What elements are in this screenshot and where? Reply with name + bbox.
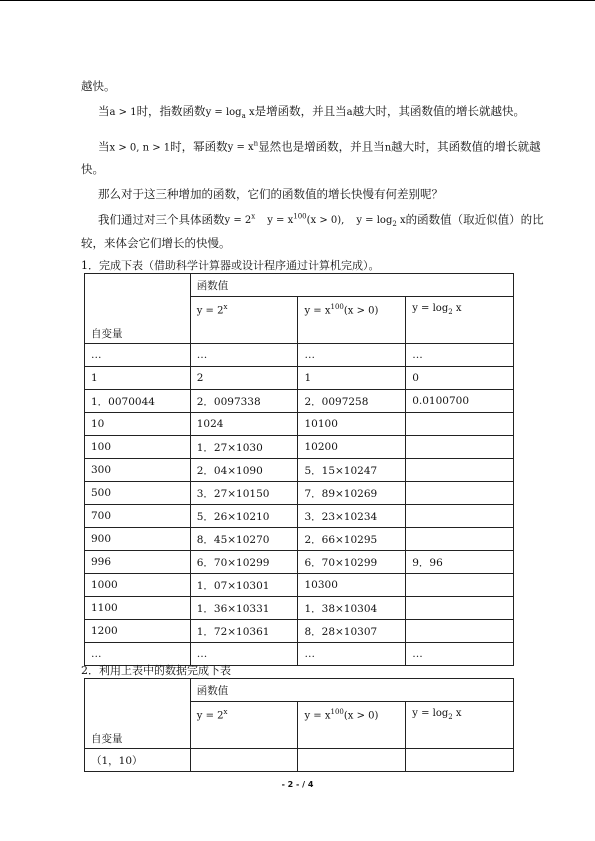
paragraph-exponential [98,104,525,123]
header-exp [190,297,298,344]
table-cell: 7．89×10269 [298,482,406,505]
header-power [298,297,406,344]
header-function-values: 函数值 [190,679,513,702]
header-power [298,702,406,749]
header-function-values: 函数值 [190,274,513,297]
table-cell: 2 [190,367,298,390]
table-cell: 10 [85,413,191,436]
table-cell: 3．27×10150 [190,482,298,505]
formula-part: y = 2 [224,215,252,227]
paragraph-functions-end: 较，来体会它们增长的快慢。 [81,236,231,250]
table-header-row [85,274,514,297]
formula-sub: a [241,112,246,120]
table-cell: 2．0097258 [298,390,406,413]
table-row [85,620,514,643]
table-row [85,528,514,551]
table-row [85,482,514,505]
formula-part: x [452,303,462,314]
table-cell: 10200 [298,436,406,459]
table-cell: 1200 [85,620,191,643]
table-cell: 9．96 [406,551,514,574]
formula-sub: 2 [392,220,397,229]
formula [356,215,406,229]
table-cell: 1000 [85,574,191,597]
formula-part: y = x [304,305,331,317]
formula-part: y = x [304,710,331,722]
text: 我们通过对三个具体函数 [98,212,225,227]
table-row [85,551,514,574]
table-cell [406,505,514,528]
formula-part: y = 2 [196,710,224,722]
table-cell [406,413,514,436]
table-cell [406,459,514,482]
table-cell: … [190,643,298,666]
table-row [85,436,514,459]
table-cell: 1024 [190,413,298,436]
table-cell: 10100 [298,413,406,436]
table-cell: 2．04×1090 [190,459,298,482]
table-cell [190,749,298,772]
table-cell: 8．28×10307 [298,620,406,643]
table-row [85,413,514,436]
text: 是增函数，并且当 [254,104,347,118]
table-cell [406,528,514,551]
table-cell: 6．70×10299 [190,551,298,574]
text: 当 [98,139,110,154]
table-cell: … [298,643,406,666]
formula: x > 0, n > 1 [109,142,171,154]
table-header-row [85,679,514,702]
text: 时，幂函数 [170,139,228,154]
table-row [85,344,514,367]
table-row [85,367,514,390]
paragraph-power-end: 快。 [81,162,104,176]
table-cell: … [85,643,191,666]
table-cell: 10300 [298,574,406,597]
table-row [85,597,514,620]
header-variable: 自变量 [85,274,191,344]
paragraph-question: 那么对于这三种增加的函数，它们的函数值的增长快慢有何差别呢？ [98,187,443,201]
table-row [85,643,514,666]
formula [267,215,344,226]
table-row [85,459,514,482]
text: 越大时，其函数值的增长就越快。 [352,104,526,118]
table-cell [406,436,514,459]
paragraph-functions [98,210,544,231]
section-2-heading: 2．利用上表中的数据完成下表 [81,664,231,677]
formula: n [384,142,392,154]
table-cell: 2．66×10295 [298,528,406,551]
table-cell: 996 [85,551,191,574]
table-cell: 3．23×10234 [298,505,406,528]
table-cell: 5．26×10210 [190,505,298,528]
table-row [85,574,514,597]
table-cell: … [85,344,191,367]
table-cell: 0 [406,367,514,390]
table-cell: 500 [85,482,191,505]
text: 的函数值（取近似值）的比 [405,212,544,227]
table-cell: 5．15×10247 [298,459,406,482]
table-row [85,749,514,772]
comparison-table [84,678,514,772]
values-table [84,273,514,666]
text: 当 [98,104,110,118]
text: 时，指数函数 [136,104,206,118]
formula-sup: n [253,140,259,148]
paragraph-power [98,137,541,155]
table-cell: 1．38×10304 [298,597,406,620]
table-cell: 900 [85,528,191,551]
table-cell: 0.0100700 [406,390,514,413]
formula-part: y = log [412,708,449,719]
formula-part: x [452,708,462,719]
formula-part: y = log [205,107,242,118]
table-cell: … [298,344,406,367]
formula-part: x [245,107,255,118]
formula-sup: x [223,708,228,716]
formula-part: (x > 0) [343,710,379,722]
table-cell: 1．72×10361 [190,620,298,643]
header-log [406,297,514,344]
formula-part: y = 2 [196,305,224,317]
formula-part: (x > 0), [306,215,345,227]
header-log [406,702,514,749]
formula-sup: 100 [330,708,344,716]
section-1-heading: 1．完成下表（借助科学计算器或设计程序通过计算机完成）。 [81,259,380,272]
formula-sup: 100 [330,303,344,311]
table-cell: … [190,344,298,367]
table-cell: 1100 [85,597,191,620]
top-rule [0,0,595,1]
table-cell: 1 [85,367,191,390]
formula-part: (x > 0) [343,305,379,317]
formula-sub: 2 [448,308,453,316]
page-number: - 2 - / 4 [281,780,314,789]
header-exp [190,702,298,749]
table-cell [406,482,514,505]
table-cell [406,597,514,620]
table-cell: 300 [85,459,191,482]
table-row [85,390,514,413]
formula-part: y = x [227,142,254,154]
formula [228,142,259,153]
table-cell [406,574,514,597]
formula-sup: x [251,213,256,221]
table-cell: （1，10） [85,749,191,772]
formula-sup: 100 [293,213,307,221]
table-cell: 1．27×1030 [190,436,298,459]
table-cell: 2．0097338 [190,390,298,413]
table-cell: 1 [298,367,406,390]
table-cell: 6．70×10299 [298,551,406,574]
table-cell: 1．36×10331 [190,597,298,620]
formula [225,215,256,226]
formula [206,107,255,118]
table-cell: 1．0070044 [85,390,191,413]
formula-sub: 2 [448,713,453,721]
formula: a [346,107,353,118]
table-cell [298,749,406,772]
table-cell: … [406,344,514,367]
table-cell [406,620,514,643]
header-variable: 自变量 [85,679,191,749]
table-cell: 700 [85,505,191,528]
table-row [85,505,514,528]
formula-sup: x [223,303,228,311]
formula-part: y = log [412,303,449,314]
table-cell: 1．07×10301 [190,574,298,597]
formula-part: y = x [267,215,294,227]
formula-part: y = log [356,215,393,227]
text: 显然也是增函数，并且当 [258,139,385,154]
text: 越大时，其函数值的增长就越 [391,139,541,154]
formula: a > 1 [109,107,137,118]
table-cell: … [406,643,514,666]
table-cell: 100 [85,436,191,459]
table-cell [406,749,514,772]
paragraph-continuation: 越快。 [81,79,116,93]
formula-part: x [396,215,406,227]
table-cell: 8．45×10270 [190,528,298,551]
